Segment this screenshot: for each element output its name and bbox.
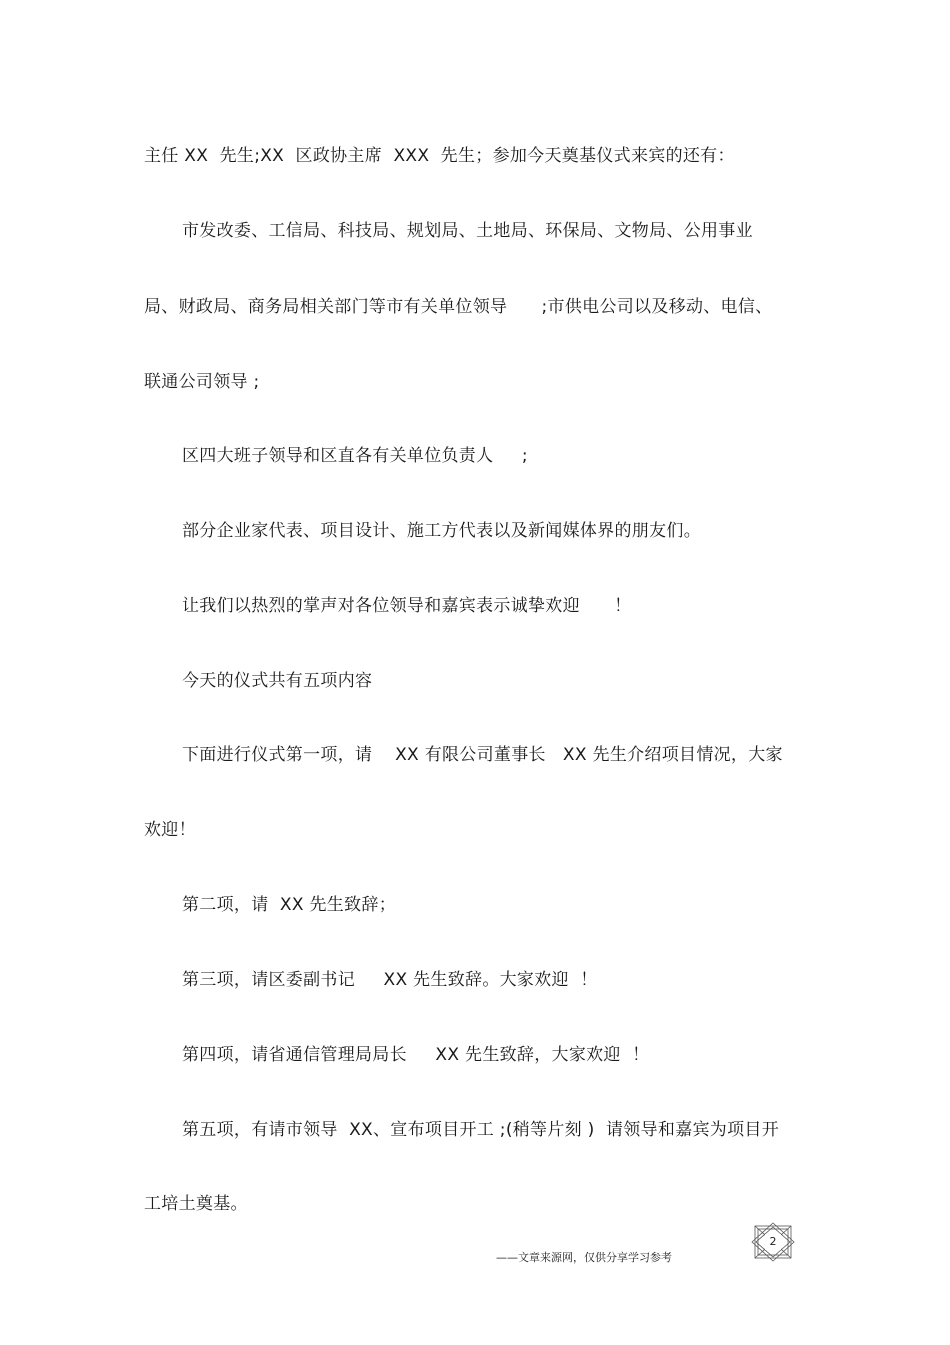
paragraph-line: 第五项，有请市领导 XX、宣布项目开工 ;(稍等片刻 ) 请领导和嘉宾为项目开 — [182, 1120, 780, 1140]
paragraph-line: 部分企业家代表、项目设计、施工方代表以及新闻媒体界的朋友们。 — [182, 521, 701, 541]
paragraph-line: 区四大班子领导和区直各有关单位负责人 ; — [182, 446, 528, 466]
paragraph-line: 工培土奠基。 — [144, 1194, 248, 1214]
paragraph-line: 下面进行仪式第一项，请 XX 有限公司董事长 XX 先生介绍项目情况，大家 — [182, 745, 783, 765]
paragraph-line: 局、财政局、商务局相关部门等市有关单位领导 ;市供电公司以及移动、电信、 — [144, 297, 773, 317]
paragraph-line: 今天的仪式共有五项内容 — [182, 671, 373, 691]
paragraph-line: 第三项，请区委副书记 XX 先生致辞。大家欢迎 ！ — [182, 970, 598, 990]
paragraph-line: 市发改委、工信局、科技局、规划局、土地局、环保局、文物局、公用事业 — [182, 221, 753, 241]
paragraph-line: 第二项，请 XX 先生致辞； — [182, 895, 397, 915]
page-number: 2 — [769, 1235, 777, 1248]
paragraph-line: 让我们以热烈的掌声对各位领导和嘉宾表示诚挚欢迎 ！ — [182, 596, 632, 616]
source-note: ——文章来源网，仅供分享学习参考 — [496, 1251, 672, 1264]
page-number-badge — [751, 1222, 795, 1262]
paragraph-line: 第四项，请省通信管理局局长 XX 先生致辞，大家欢迎 ！ — [182, 1045, 650, 1065]
paragraph-line: 联通公司领导 ; — [144, 372, 260, 392]
paragraph-line: 欢迎！ — [144, 820, 196, 840]
paragraph-line: 主任 XX 先生;XX 区政协主席 XXX 先生；参加今天奠基仪式来宾的还有： — [144, 146, 735, 166]
